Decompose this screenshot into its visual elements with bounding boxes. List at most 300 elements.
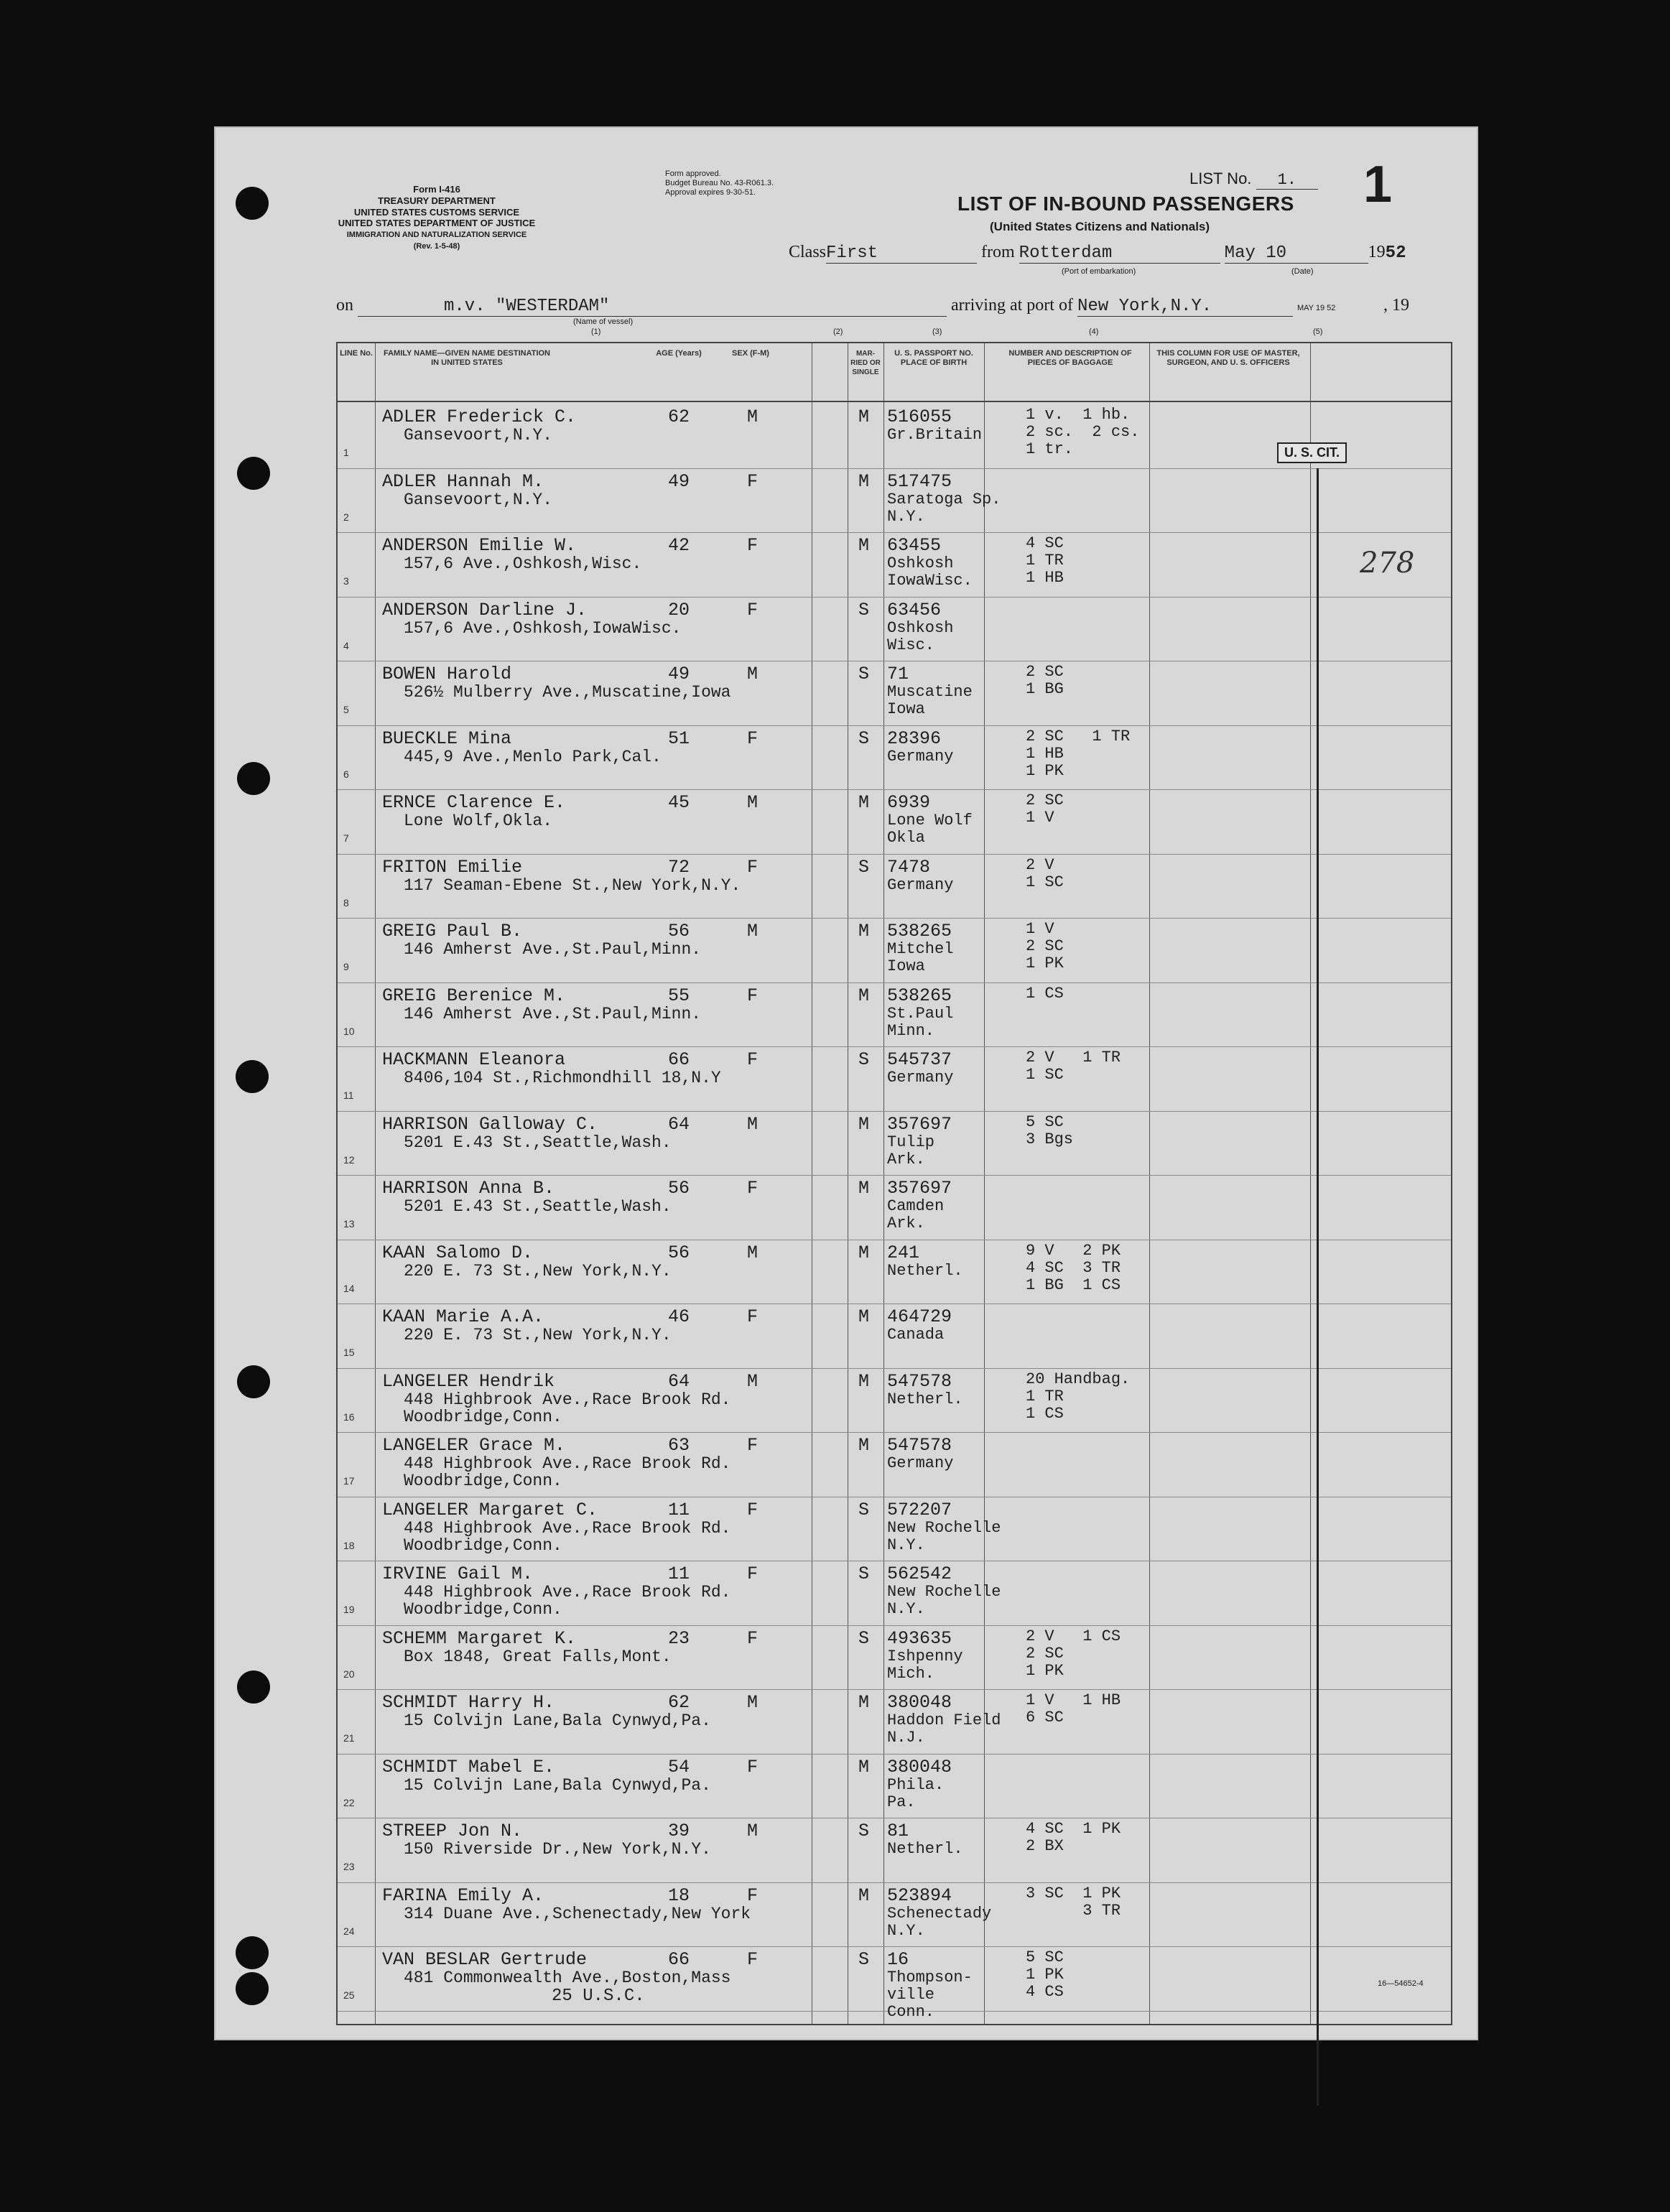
- passport-number: 545737: [887, 1049, 952, 1070]
- baggage-description: 2 V 1 SC: [1026, 855, 1064, 891]
- from-label: from: [981, 243, 1015, 261]
- table-row: [338, 789, 1451, 852]
- place-of-birth: Germany: [887, 747, 954, 766]
- passenger-sex: F: [747, 856, 759, 878]
- place-of-birth: St.Paul Minn.: [887, 1004, 954, 1040]
- punch-hole: [236, 187, 269, 220]
- marital-status: M: [858, 406, 870, 427]
- passenger-sex: F: [747, 985, 759, 1006]
- passenger-name: SCHMIDT Mabel E.: [382, 1756, 555, 1778]
- passenger-destination: 117 Seaman-Ebene St.,New York,N.Y.: [404, 875, 741, 895]
- passport-number: 547578: [887, 1370, 952, 1392]
- line-number: 10: [343, 1025, 355, 1037]
- table-row: [338, 597, 1451, 660]
- table-row: [338, 1111, 1451, 1174]
- place-of-birth: Netherl.: [887, 1261, 963, 1280]
- baggage-description: 9 V 2 PK 4 SC 3 TR 1 BG 1 CS: [1026, 1241, 1121, 1294]
- class-value: First: [826, 243, 977, 264]
- date-caption: (Date): [1291, 267, 1314, 276]
- passenger-destination: Lone Wolf,Okla.: [404, 812, 553, 830]
- col-married: MAR-RIED OR SINGLE: [850, 350, 881, 376]
- passport-number: 71: [887, 664, 909, 684]
- passport-number: 357697: [887, 1178, 952, 1199]
- punch-hole: [236, 1060, 269, 1093]
- passenger-name: KAAN Marie A.A.: [382, 1306, 544, 1327]
- passenger-age: 39: [668, 1821, 690, 1841]
- passenger-name: LANGELER Margaret C.: [382, 1499, 598, 1520]
- passenger-sex: M: [747, 1692, 759, 1713]
- table-row: [338, 1689, 1451, 1752]
- marital-status: S: [858, 1627, 870, 1649]
- marital-status: M: [858, 1885, 870, 1906]
- passenger-age: 49: [668, 664, 690, 684]
- place-of-birth: Germany: [887, 1069, 954, 1087]
- marital-status: M: [858, 1242, 870, 1263]
- baggage-description: 4 SC 1 TR 1 HB: [1026, 534, 1064, 587]
- marital-status: M: [858, 1370, 870, 1392]
- baggage-description: 2 SC 1 V: [1026, 791, 1064, 827]
- line-number: 21: [343, 1732, 355, 1744]
- form-code: 16—54652-4: [1378, 1979, 1424, 1988]
- table-row: [338, 468, 1451, 531]
- passenger-name: ANDERSON Darline J.: [382, 599, 588, 621]
- passenger-age: 45: [668, 792, 690, 813]
- passenger-age: 64: [668, 1370, 690, 1392]
- table-row: [338, 1240, 1451, 1303]
- table-row: [338, 982, 1451, 1046]
- place-of-birth: Phila. Pa.: [887, 1775, 945, 1811]
- passenger-destination: Gansevoort,N.Y.: [404, 490, 553, 509]
- ins: IMMIGRATION AND NATURALIZATION SERVICE: [346, 231, 527, 239]
- passport-number: 63456: [887, 599, 942, 621]
- passport-number: 562542: [887, 1563, 952, 1584]
- vessel-colno: (1): [591, 327, 601, 336]
- passenger-sex: F: [747, 1499, 759, 1520]
- place-of-birth: New Rochelle N.Y.: [887, 1518, 1001, 1554]
- big-list-number: 1: [1363, 156, 1393, 213]
- place-of-birth: Tulip Ark.: [887, 1133, 935, 1168]
- line-number: 7: [343, 832, 349, 844]
- passenger-sex: F: [747, 728, 759, 749]
- passenger-age: 66: [668, 1949, 690, 1970]
- on-label: on: [336, 296, 353, 315]
- place-of-birth: Germany: [887, 875, 954, 894]
- passenger-name: LANGELER Grace M.: [382, 1435, 566, 1456]
- passport-number: 81: [887, 1821, 909, 1841]
- approval: Form approved.: [665, 169, 721, 178]
- line-number: 8: [343, 896, 349, 908]
- year-suffix: 52: [1385, 243, 1406, 263]
- place-of-birth: Canada: [887, 1326, 945, 1344]
- place-of-birth: Oshkosh Wisc.: [887, 618, 954, 654]
- passport-number: 380048: [887, 1692, 952, 1713]
- service: UNITED STATES CUSTOMS SERVICE: [353, 207, 520, 218]
- passenger-destination: 8406,104 St.,Richmondhill 18,N.Y: [404, 1069, 721, 1087]
- passenger-destination: 448 Highbrook Ave.,Race Brook Rd. Woodbridge,Conn.: [404, 1518, 731, 1555]
- line-number: 14: [343, 1282, 355, 1294]
- passenger-name: LANGELER Hendrik: [382, 1370, 555, 1392]
- marital-status: M: [858, 792, 870, 813]
- passenger-destination: 526½ Mulberry Ave.,Muscatine,Iowa: [404, 683, 731, 702]
- punch-hole: [237, 1365, 270, 1398]
- col-officers: THIS COLUMN FOR USE OF MASTER, SURGEON, AND U. S. OFFICERS: [1156, 349, 1300, 367]
- baggage-description: 1 V 2 SC 1 PK: [1026, 920, 1064, 972]
- passport-number: 241: [887, 1242, 920, 1263]
- baggage-description: 3 SC 1 PK 3 TR: [1026, 1884, 1121, 1920]
- marital-status: M: [858, 470, 870, 492]
- col4-caption: (4): [1089, 327, 1099, 336]
- passenger-sex: F: [747, 1949, 759, 1970]
- vessel-line: [336, 296, 1409, 317]
- passenger-age: 56: [668, 1178, 690, 1199]
- us-citizen-stamp: U. S. CIT.: [1277, 442, 1347, 463]
- passport-number: 357697: [887, 1113, 952, 1135]
- punch-hole: [236, 1936, 269, 1969]
- place-of-birth: Gr.Britain: [887, 426, 983, 444]
- col5-caption: (5): [1313, 327, 1323, 336]
- baggage-description: 4 SC 1 PK 2 BX: [1026, 1820, 1121, 1855]
- marital-status: S: [858, 1499, 870, 1520]
- place-of-birth: Muscatine Iowa: [887, 683, 973, 718]
- col-line: LINE No.: [340, 349, 373, 358]
- marital-status: S: [858, 728, 870, 749]
- arrival-port: New York,N.Y.: [1077, 297, 1293, 317]
- passenger-age: 20: [668, 599, 690, 621]
- form-number: Form I-416: [413, 184, 460, 195]
- place-of-birth: Ishpenny Mich.: [887, 1647, 963, 1683]
- punch-hole: [237, 457, 270, 490]
- list-subtitle: (United States Citizens and Nationals): [990, 220, 1210, 233]
- line-number: 24: [343, 1925, 355, 1937]
- passenger-sex: M: [747, 1370, 759, 1392]
- passport-number: 538265: [887, 921, 952, 942]
- passenger-destination: 157,6 Ave.,Oshkosh,Wisc.: [404, 554, 642, 573]
- place-of-birth: Germany: [887, 1454, 954, 1472]
- col2-caption: (2): [833, 327, 843, 336]
- marital-status: M: [858, 535, 870, 556]
- citizen-bracket-line: [1317, 468, 1319, 2106]
- passenger-sex: F: [747, 599, 759, 621]
- table-row: [338, 1754, 1451, 1817]
- marital-status: S: [858, 599, 870, 621]
- col-sex: SEX (F-M): [732, 349, 769, 358]
- place-of-birth: Lone Wolf Okla: [887, 812, 973, 847]
- line-number: 6: [343, 768, 349, 780]
- arrival-year: , 19: [1383, 296, 1409, 315]
- passenger-destination: 150 Riverside Dr.,New York,N.Y.: [404, 1840, 711, 1859]
- col-baggage: NUMBER AND DESCRIPTION OF PIECES OF BAGGAGE: [1008, 349, 1132, 367]
- marital-status: S: [858, 1821, 870, 1841]
- place-of-birth: Haddon Field N.J.: [887, 1711, 1001, 1747]
- passenger-destination: 5201 E.43 St.,Seattle,Wash.: [404, 1197, 672, 1216]
- passenger-age: 66: [668, 1049, 690, 1070]
- line-number: 3: [343, 575, 349, 587]
- marital-status: S: [858, 1949, 870, 1970]
- line-number: 5: [343, 704, 349, 715]
- table-row: [338, 1304, 1451, 1367]
- table-row: [338, 1368, 1451, 1431]
- table-row: [338, 918, 1451, 981]
- passenger-sex: M: [747, 1821, 759, 1841]
- line-number: 19: [343, 1604, 355, 1615]
- passenger-sex: F: [747, 470, 759, 492]
- marital-status: S: [858, 856, 870, 878]
- passenger-destination: 481 Commonwealth Ave.,Boston,Mass: [404, 1969, 731, 1987]
- approval-expiry: Approval expires 9-30-51.: [665, 188, 756, 197]
- marital-status: M: [858, 985, 870, 1006]
- passenger-age: 49: [668, 470, 690, 492]
- baggage-description: 2 V 1 TR 1 SC: [1026, 1049, 1121, 1084]
- passenger-destination: 15 Colvijn Lane,Bala Cynwyd,Pa.: [404, 1775, 711, 1795]
- passenger-age: 62: [668, 406, 690, 427]
- passenger-name: IRVINE Gail M.: [382, 1563, 534, 1584]
- passenger-name: VAN BESLAR Gertrude: [382, 1949, 588, 1970]
- marital-status: M: [858, 1113, 870, 1135]
- passenger-sex: M: [747, 664, 759, 684]
- header-rule: [338, 401, 1451, 402]
- baggage-description: 5 SC 1 PK 4 CS: [1026, 1948, 1064, 2001]
- revision: (Rev. 1-5-48): [413, 242, 460, 251]
- line-number: 13: [343, 1218, 355, 1230]
- place-of-birth: Netherl.: [887, 1390, 963, 1408]
- table-row: [338, 1818, 1451, 1881]
- passenger-name: HARRISON Anna B.: [382, 1178, 555, 1199]
- class-line: [789, 243, 1406, 264]
- vessel-name: m.v. "WESTERDAM": [358, 297, 947, 317]
- passenger-destination: Box 1848, Great Falls,Mont.: [404, 1647, 672, 1666]
- line-number: 23: [343, 1861, 355, 1872]
- statute-footer: 25 U.S.C.: [552, 1986, 645, 2006]
- passenger-name: ADLER Hannah M.: [382, 470, 544, 492]
- embark-caption: (Port of embarkation): [1062, 267, 1136, 276]
- year-prefix: 19: [1368, 243, 1386, 261]
- place-of-birth: Oshkosh IowaWisc.: [887, 554, 973, 590]
- doj: UNITED STATES DEPARTMENT OF JUSTICE: [338, 218, 536, 228]
- passenger-name: SCHEMM Margaret K.: [382, 1627, 577, 1649]
- passenger-destination: 448 Highbrook Ave.,Race Brook Rd. Woodbridge,Conn.: [404, 1454, 731, 1490]
- passport-number: 6939: [887, 792, 931, 813]
- marital-status: M: [858, 1306, 870, 1327]
- vessel-caption: (Name of vessel): [573, 317, 634, 326]
- passenger-sex: M: [747, 1242, 759, 1263]
- passport-number: 464729: [887, 1306, 952, 1327]
- passenger-destination: 157,6 Ave.,Oshkosh,IowaWisc.: [404, 618, 682, 638]
- baggage-description: 1 v. 1 hb. 2 sc. 2 cs. 1 tr.: [1026, 406, 1140, 458]
- table-row: [338, 725, 1451, 789]
- baggage-description: 20 Handbag. 1 TR 1 CS: [1026, 1370, 1131, 1423]
- col-passport: U. S. PASSPORT NO. PLACE OF BIRTH: [894, 349, 973, 367]
- passenger-age: 11: [668, 1499, 690, 1520]
- department: TREASURY DEPARTMENT: [378, 195, 496, 206]
- passport-number: 547578: [887, 1435, 952, 1456]
- passenger-age: 56: [668, 921, 690, 942]
- passenger-sex: F: [747, 1178, 759, 1199]
- passenger-age: 64: [668, 1113, 690, 1135]
- passenger-age: 18: [668, 1885, 690, 1906]
- marital-status: S: [858, 1049, 870, 1070]
- baggage-description: 1 CS: [1026, 984, 1064, 1003]
- baggage-description: 5 SC 3 Bgs: [1026, 1112, 1074, 1148]
- passenger-name: FRITON Emilie: [382, 856, 523, 878]
- place-of-birth: Schenectady N.Y.: [887, 1904, 992, 1940]
- passenger-sex: F: [747, 1306, 759, 1327]
- passenger-destination: Gansevoort,N.Y.: [404, 426, 553, 445]
- arrival-date-stamp: MAY 19 52: [1296, 304, 1336, 312]
- passenger-destination: 146 Amherst Ave.,St.Paul,Minn.: [404, 940, 702, 959]
- table-row: [338, 661, 1451, 724]
- passenger-age: 62: [668, 1692, 690, 1713]
- line-number: 4: [343, 639, 349, 651]
- port-of-embarkation: Rotterdam: [1019, 243, 1220, 264]
- passenger-sex: M: [747, 921, 759, 942]
- passenger-table: [336, 342, 1452, 2025]
- list-title: LIST OF IN-BOUND PASSENGERS: [957, 192, 1294, 215]
- passenger-destination: 220 E. 73 St.,New York,N.Y.: [404, 1326, 672, 1344]
- line-number: 2: [343, 511, 349, 523]
- line-number: 18: [343, 1539, 355, 1551]
- marital-status: S: [858, 664, 870, 684]
- passenger-destination: 448 Highbrook Ave.,Race Brook Rd. Woodbridge,Conn.: [404, 1390, 731, 1426]
- baggage-description: 2 SC 1 BG: [1026, 663, 1064, 698]
- passenger-sex: F: [747, 1435, 759, 1456]
- baggage-description: 2 SC 1 TR 1 HB 1 PK: [1026, 727, 1131, 780]
- line-number: 20: [343, 1668, 355, 1680]
- passenger-name: FARINA Emily A.: [382, 1885, 544, 1906]
- document-sheet: [214, 126, 1478, 2040]
- budget-bureau: Budget Bureau No. 43-R061.3.: [665, 179, 774, 187]
- passenger-name: GREIG Berenice M.: [382, 985, 566, 1006]
- passenger-sex: F: [747, 1756, 759, 1778]
- passenger-age: 56: [668, 1242, 690, 1263]
- col-age: AGE (Years): [656, 349, 702, 358]
- passenger-sex: F: [747, 535, 759, 556]
- passport-number: 538265: [887, 985, 952, 1006]
- passenger-age: 54: [668, 1756, 690, 1778]
- passport-number: 517475: [887, 470, 952, 492]
- marital-status: M: [858, 1756, 870, 1778]
- line-number: 11: [343, 1089, 354, 1101]
- table-row: [338, 1882, 1451, 1946]
- passenger-destination: 314 Duane Ave.,Schenectady,New York: [404, 1904, 751, 1923]
- marital-status: M: [858, 1178, 870, 1199]
- passenger-age: 23: [668, 1627, 690, 1649]
- marital-status: M: [858, 921, 870, 942]
- line-number: 15: [343, 1347, 355, 1358]
- table-row: [338, 1625, 1451, 1688]
- col3-caption: (3): [932, 327, 942, 336]
- passenger-age: 63: [668, 1435, 690, 1456]
- place-of-birth: Camden Ark.: [887, 1197, 945, 1232]
- class-label: Class: [789, 243, 827, 261]
- baggage-description: 2 V 1 CS 2 SC 1 PK: [1026, 1627, 1121, 1680]
- col-name: FAMILY NAME—GIVEN NAME DESTINATION IN UNITED STATES: [383, 349, 551, 367]
- passenger-name: BOWEN Harold: [382, 664, 512, 684]
- table-row: [338, 1946, 1451, 2021]
- punch-hole: [237, 1670, 270, 1704]
- passport-number: 7478: [887, 856, 931, 878]
- passport-number: 28396: [887, 728, 942, 749]
- passenger-name: GREIG Paul B.: [382, 921, 523, 942]
- list-number-line: [1189, 169, 1318, 189]
- margin-note: 278: [1360, 547, 1415, 580]
- passport-number: 16: [887, 1949, 909, 1970]
- passenger-age: 55: [668, 985, 690, 1006]
- passport-number: 380048: [887, 1756, 952, 1778]
- list-label: LIST No.: [1189, 169, 1252, 187]
- passenger-destination: 220 E. 73 St.,New York,N.Y.: [404, 1261, 672, 1281]
- passenger-name: ANDERSON Emilie W.: [382, 535, 577, 556]
- baggage-description: 1 V 1 HB 6 SC: [1026, 1691, 1121, 1727]
- passenger-name: HARRISON Galloway C.: [382, 1113, 598, 1135]
- embark-date: May 10: [1225, 243, 1368, 264]
- passenger-sex: M: [747, 1113, 759, 1135]
- passenger-age: 11: [668, 1563, 690, 1584]
- list-number: 1.: [1256, 171, 1318, 190]
- passport-number: 493635: [887, 1627, 952, 1649]
- passenger-sex: F: [747, 1563, 759, 1584]
- punch-hole: [236, 1972, 269, 2005]
- passport-number: 523894: [887, 1885, 952, 1906]
- table-row: [338, 1561, 1451, 1624]
- table-row: [338, 1046, 1451, 1110]
- passenger-destination: 146 Amherst Ave.,St.Paul,Minn.: [404, 1004, 702, 1023]
- passenger-age: 72: [668, 856, 690, 878]
- passenger-sex: F: [747, 1049, 759, 1070]
- place-of-birth: Saratoga Sp. N.Y.: [887, 490, 1001, 526]
- line-number: 16: [343, 1411, 355, 1423]
- line-number: 25: [343, 1989, 355, 2001]
- passenger-sex: M: [747, 406, 759, 427]
- marital-status: S: [858, 1563, 870, 1584]
- place-of-birth: Netherl.: [887, 1840, 963, 1858]
- form-header-block: [336, 184, 537, 218]
- table-row: [338, 532, 1451, 595]
- passenger-destination: 5201 E.43 St.,Seattle,Wash.: [404, 1133, 672, 1152]
- passenger-name: HACKMANN Eleanora: [382, 1049, 566, 1070]
- place-of-birth: New Rochelle N.Y.: [887, 1583, 1001, 1618]
- passenger-name: STREEP Jon N.: [382, 1821, 523, 1841]
- passenger-age: 42: [668, 535, 690, 556]
- line-number: 17: [343, 1475, 355, 1487]
- passenger-sex: F: [747, 1885, 759, 1906]
- passenger-age: 46: [668, 1306, 690, 1327]
- passenger-sex: F: [747, 1627, 759, 1649]
- passport-number: 572207: [887, 1499, 952, 1520]
- place-of-birth: Mitchel Iowa: [887, 940, 954, 975]
- line-number: 1: [343, 447, 349, 458]
- passenger-age: 51: [668, 728, 690, 749]
- passenger-destination: 448 Highbrook Ave.,Race Brook Rd. Woodbridge,Conn.: [404, 1583, 731, 1619]
- passenger-name: ERNCE Clarence E.: [382, 792, 566, 813]
- doj-block: [336, 218, 537, 252]
- passenger-name: BUECKLE Mina: [382, 728, 512, 749]
- passport-number: 516055: [887, 406, 952, 427]
- passenger-destination: 445,9 Ave.,Menlo Park,Cal.: [404, 747, 662, 766]
- approval-block: [665, 169, 774, 198]
- punch-hole: [237, 762, 270, 795]
- table-row: [338, 1432, 1451, 1495]
- passenger-name: ADLER Frederick C.: [382, 406, 577, 427]
- place-of-birth: Thompson- ville Conn.: [887, 1969, 973, 2021]
- passenger-destination: 15 Colvijn Lane,Bala Cynwyd,Pa.: [404, 1711, 711, 1730]
- marital-status: M: [858, 1435, 870, 1456]
- passenger-name: SCHMIDT Harry H.: [382, 1692, 555, 1713]
- line-number: 12: [343, 1153, 355, 1166]
- passport-number: 63455: [887, 535, 942, 556]
- line-number: 9: [343, 961, 349, 972]
- table-row: [338, 854, 1451, 917]
- marital-status: M: [858, 1692, 870, 1713]
